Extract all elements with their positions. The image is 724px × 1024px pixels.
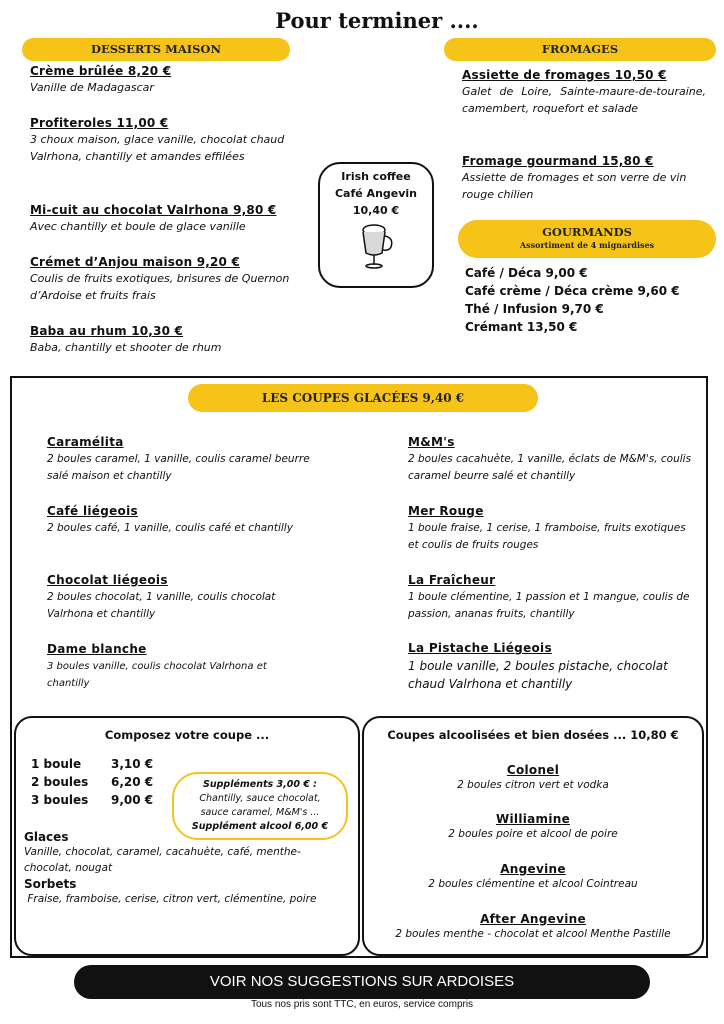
coupe-item: M&M's 2 boules cacahuète, 1 vanille, éclats de M&M's, coulis caramel beurre salé et chantilly xyxy=(408,435,692,482)
alcool-item: Colonel 2 boules citron vert et vodka xyxy=(457,763,609,791)
alcool-item: After Angevine 2 boules menthe - chocolat et alcool Menthe Pastille xyxy=(395,912,671,940)
dessert-item: Mi-cuit au chocolat Valrhona 9,80 € Avec chantilly et boule de glace vanille xyxy=(30,203,277,233)
coupe-item: Café liégeois 2 boules café, 1 vanille, coulis café et chantilly xyxy=(47,504,293,534)
alcool-item: Williamine 2 boules poire et alcool de poire xyxy=(448,812,618,840)
coupe-item: Dame blanche 3 boules vanille, coulis chocolat Valrhona et chantilly xyxy=(47,642,267,689)
fromages-header: FROMAGES xyxy=(444,38,716,61)
supplements-badge: Suppléments 3,00 € : Chantilly, sauce chocolat, sauce caramel, M&M's ... Supplément alcool 6,00 € xyxy=(172,772,348,840)
alcool-item: Angevine 2 boules clémentine et alcool Cointreau xyxy=(428,862,638,890)
boule-prices: 1 boule 3,10 € 2 boules 6,20 € 3 boules 9,00 € xyxy=(31,757,154,807)
coupes-header: LES COUPES GLACÉES 9,40 € xyxy=(188,384,538,412)
glaces-section: Glaces Vanille, chocolat, caramel, cacahuète, café, menthe-chocolat, nougat Sorbets Fraise, framboise, cerise, citron vert, clémentine, poire xyxy=(24,830,317,905)
dessert-item: Baba au rhum 10,30 € Baba, chantilly et shooter de rhum xyxy=(30,324,222,354)
composez-header: Composez votre coupe ... xyxy=(104,728,270,742)
gourmands-list: Café / Déca 9,00 € Café crème / Déca crème 9,60 € Thé / Infusion 9,70 € Crémant 13,50 € xyxy=(465,266,680,334)
dessert-item: Profiteroles 11,00 € 3 choux maison, glace vanille, chocolat chaud Valrhona, chantilly et amandes effilées xyxy=(30,116,285,163)
gourmands-header: GOURMANDS Assortiment de 4 mignardises xyxy=(458,220,716,258)
page-title: Pour terminer .... xyxy=(275,8,479,33)
dessert-item: Crémet d’Anjou maison 9,20 € Coulis de fruits exotiques, brisures de Quernon d’Ardoise et fruits frais xyxy=(30,255,290,302)
fromage-item: Fromage gourmand 15,80 € Assiette de fromages et son verre de vin rouge chilien xyxy=(462,154,687,201)
coupe-item: La Pistache Liégeois 1 boule vanille, 2 boules pistache, chocolat chaud Valrhona et chantilly xyxy=(408,641,668,691)
coffee-glass-icon xyxy=(356,221,396,271)
suggestions-banner: VOIR NOS SUGGESTIONS SUR ARDOISES xyxy=(74,965,650,999)
irish-coffee-box: Irish coffee Café Angevin 10,40 € xyxy=(318,162,434,288)
coupe-item: La Fraîcheur 1 boule clémentine, 1 passion et 1 mangue, coulis de passion, ananas fruits, chantilly xyxy=(408,573,690,620)
fromage-item: Assiette de fromages 10,50 € Galet de Loire, Sainte-maure-de-touraine, camembert, roquefort et salade xyxy=(462,68,706,115)
coupe-item: Caramélita 2 boules caramel, 1 vanille, coulis caramel beurre salé maison et chantilly xyxy=(47,435,310,482)
dessert-item: Crème brûlée 8,20 € Vanille de Madagascar xyxy=(30,64,172,94)
coupe-item: Mer Rouge 1 boule fraise, 1 cerise, 1 framboise, fruits exotiques et coulis de fruits rouges xyxy=(408,504,686,551)
footer-note: Tous nos pris sont TTC, en euros, service compris xyxy=(250,999,474,1010)
alcool-header: Coupes alcoolisées et bien dosées ... 10,80 € xyxy=(387,728,679,742)
coupe-item: Chocolat liégeois 2 boules chocolat, 1 vanille, coulis chocolat Valrhona et chantilly xyxy=(47,573,276,620)
desserts-header: DESSERTS MAISON xyxy=(22,38,290,61)
